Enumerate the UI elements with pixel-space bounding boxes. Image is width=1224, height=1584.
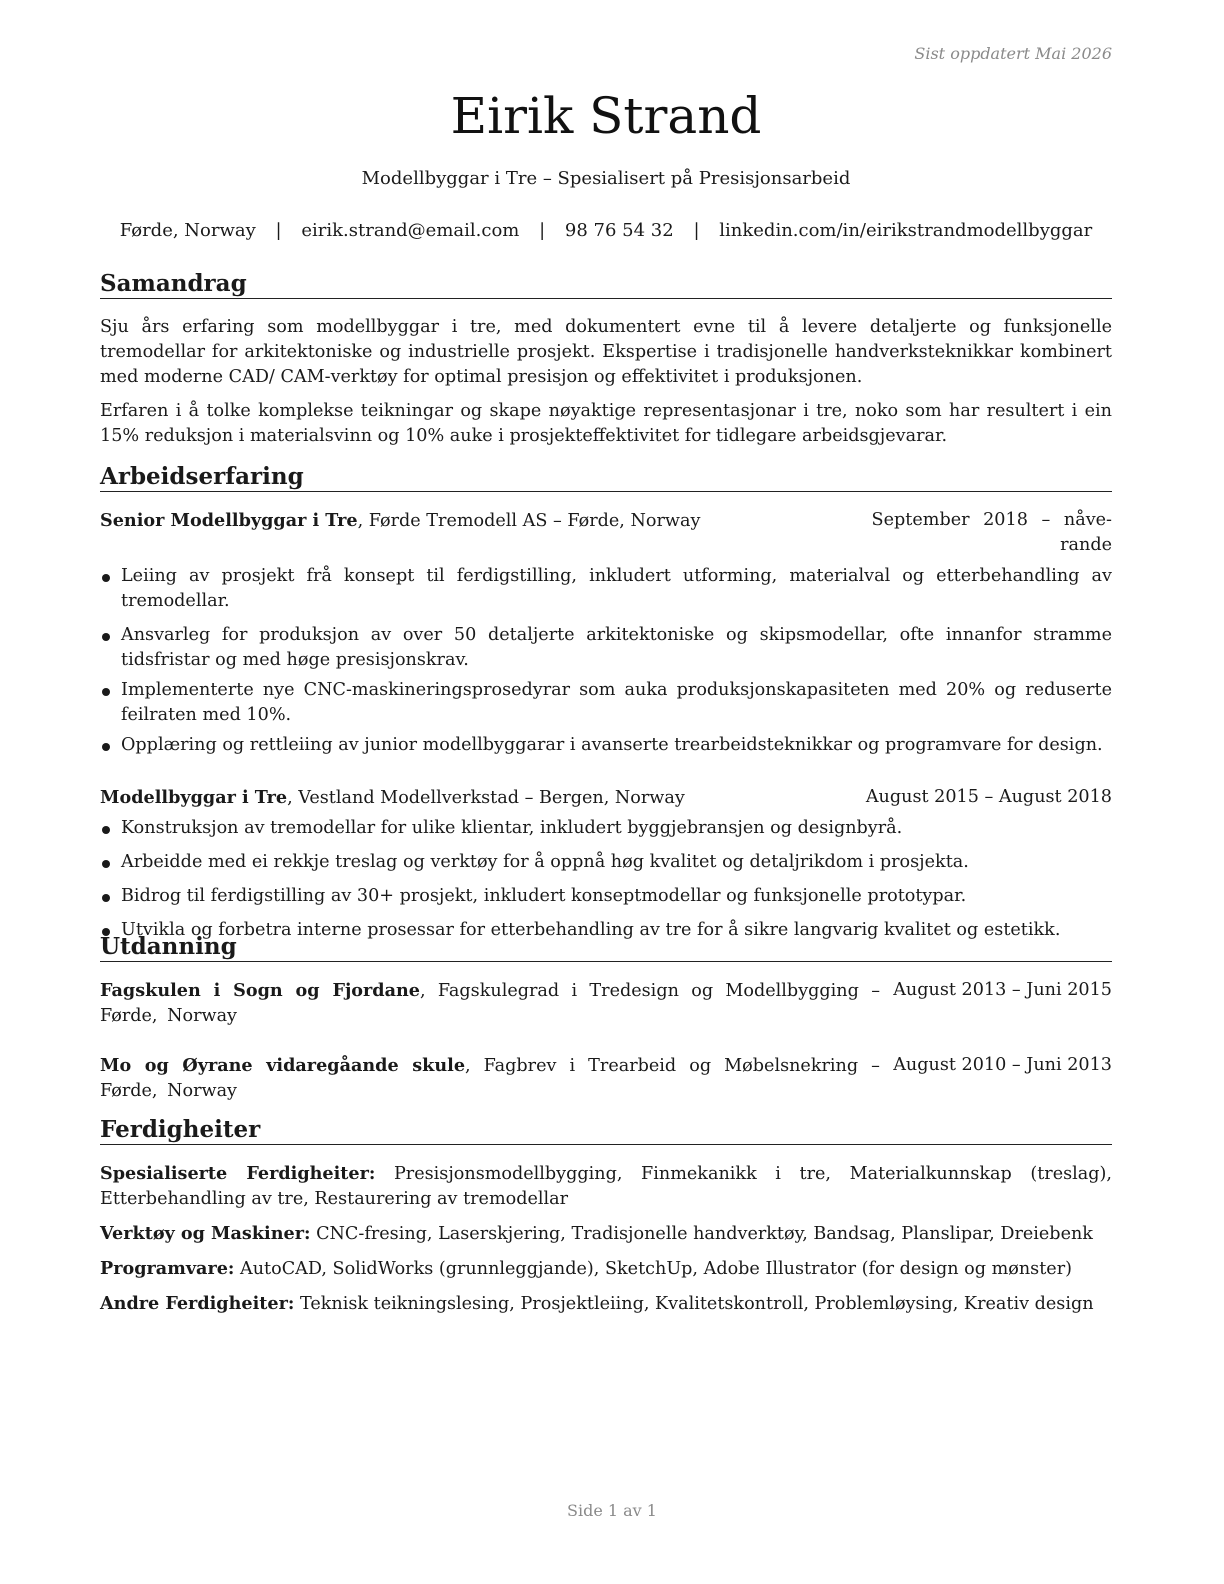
job-bullets [100, 564, 1112, 758]
section-title-summary: Samandrag [100, 270, 1112, 299]
skill-label: Programvare: [100, 1258, 235, 1279]
skill-value: Presisjonsmodellbygging, Finmekanikk i tre, Materialkunnskap (treslag), Etterbehandling av tre, Restaurering av tremodellar [100, 1164, 1112, 1209]
list-item: Arbeidde med ei rekkje treslag og verktøy for å oppnå høg kvalitet og detaljrikdom i prosjekta. [100, 850, 1112, 875]
section-title-skills: Ferdigheiter [100, 1116, 1112, 1145]
summary-paragraph: Erfaren i å tolke komplekse teikningar og skape nøyaktige representasjonar i tre, noko som har resultert i ein 15% reduksjon i materialsvinn og 10% auke i prosjekteffektivitet for tidlegare arbeidsgjevarar. [100, 401, 1112, 446]
skill-row [100, 1161, 1112, 1212]
section-title-education: Utdanning [100, 933, 1112, 962]
job-header [100, 785, 1112, 811]
contact-separator: | [539, 220, 546, 241]
job-date: September 2018 – nåve- rande [871, 510, 1112, 555]
job-date: August 2015 – August 2018 [865, 787, 1112, 807]
list-item: Bidrog til ferdigstilling av 30+ prosjekt, inkludert konseptmodellar og funksjonelle prototypar. [100, 884, 1112, 909]
contact-location: Førde, Norway [119, 220, 256, 241]
experience-section [100, 463, 1112, 943]
list-item: Konstruksjon av tremodellar for ulike klientar, inkludert byggjebransjen og designbyrå. [100, 816, 1112, 841]
candidate-name: Eirik Strand [450, 87, 762, 145]
contact-email[interactable]: eirik.strand@email.com [301, 220, 520, 241]
job-role: Senior Modellbyggar i Tre [100, 510, 358, 531]
contact-phone: 98 76 54 32 [564, 220, 674, 241]
job-bullets [100, 816, 1112, 943]
list-item: Leiing av prosjekt frå konsept til ferdigstilling, inkludert utforming, materialval og etterbehandling av tremodellar. [100, 564, 1112, 614]
contact-separator: | [693, 220, 700, 241]
skill-value: Teknisk teikningslesing, Prosjektleiing, Kvalitetskontroll, Problemløysing, Kreativ design [299, 1294, 1094, 1314]
list-item: Implementerte nye CNC-maskineringsprosedyrar som auka produksjonskapasiteten med 20% og reduserte feilraten med 10%. [100, 678, 1112, 728]
education-section [100, 933, 1112, 1104]
job-role: Modellbyggar i Tre [100, 787, 288, 808]
job-employer: , Førde Tremodell AS – Førde, Norway [357, 511, 701, 531]
education-detail: , Fagskulegrad i Tredesign og Modellbygging – Førde, Norway [100, 981, 880, 1026]
section-title-experience: Arbeidserfaring [100, 463, 1112, 492]
skill-label: Andre Ferdigheiter: [100, 1293, 295, 1314]
list-item: Utvikla og forbetra interne prosessar for etterbehandling av tre for å sikre langvarig kvalitet og estetikk. [100, 918, 1112, 943]
last-updated: Sist oppdatert Mai 2026 [914, 44, 1112, 63]
education-item [100, 1053, 1112, 1104]
education-date: August 2010 – Juni 2013 [893, 1055, 1112, 1075]
education-detail: , Fagbrev i Trearbeid og Møbelsnekring – Førde, Norway [100, 1056, 880, 1101]
skill-row [100, 1221, 1112, 1247]
skill-label: Verktøy og Maskiner: [100, 1223, 311, 1244]
education-school: Fagskulen i Sogn og Fjordane [100, 980, 420, 1001]
contact-separator: | [275, 220, 282, 241]
education-item [100, 978, 1112, 1029]
skills-section [100, 1116, 1112, 1317]
list-item: Opplæring og rettleiing av junior modellbyggarar i avanserte trearbeidsteknikkar og programvare for design. [100, 733, 1112, 758]
skill-row [100, 1291, 1112, 1317]
summary-paragraph: Sju års erfaring som modellbyggar i tre, med dokumentert evne til å levere detaljerte og funksjonelle tremodellar for arkitektoniske og industrielle prosjekt. Ekspertise i tradisjonelle handverksteknikkar kombinert med moderne CAD/ CAM-verktøy for optimal presisjon og effektivitet i produksjonen. [100, 317, 1112, 387]
skill-label: Spesialiserte Ferdigheiter: [100, 1163, 376, 1184]
list-item: Ansvarleg for produksjon av over 50 detaljerte arkitektoniske og skipsmodellar, ofte innanfor stramme tidsfristar og med høge presisjonskrav. [100, 623, 1112, 673]
job-employer: , Vestland Modellverkstad – Bergen, Norway [287, 788, 685, 808]
contact-line [100, 219, 1112, 243]
skill-value: CNC-fresing, Laserskjering, Tradisjonelle handverktøy, Bandsag, Planslipar, Dreiebenk [316, 1224, 1093, 1244]
page-number: Side 1 av 1 [567, 1501, 657, 1520]
education-school: Mo og Øyrane vidaregåande skule [100, 1055, 466, 1076]
skill-value: AutoCAD, SolidWorks (grunnleggjande), SketchUp, Adobe Illustrator (for design og mønster) [240, 1259, 1072, 1279]
candidate-subtitle: Modellbyggar i Tre – Spesialisert på Presisjonsarbeid [361, 168, 851, 189]
summary-section [100, 270, 1112, 449]
skill-row [100, 1256, 1112, 1282]
education-date: August 2013 – Juni 2015 [893, 980, 1112, 1000]
job-header [100, 508, 1112, 559]
contact-linkedin[interactable]: linkedin.com/in/eirikstrandmodellbyggar [719, 220, 1093, 241]
